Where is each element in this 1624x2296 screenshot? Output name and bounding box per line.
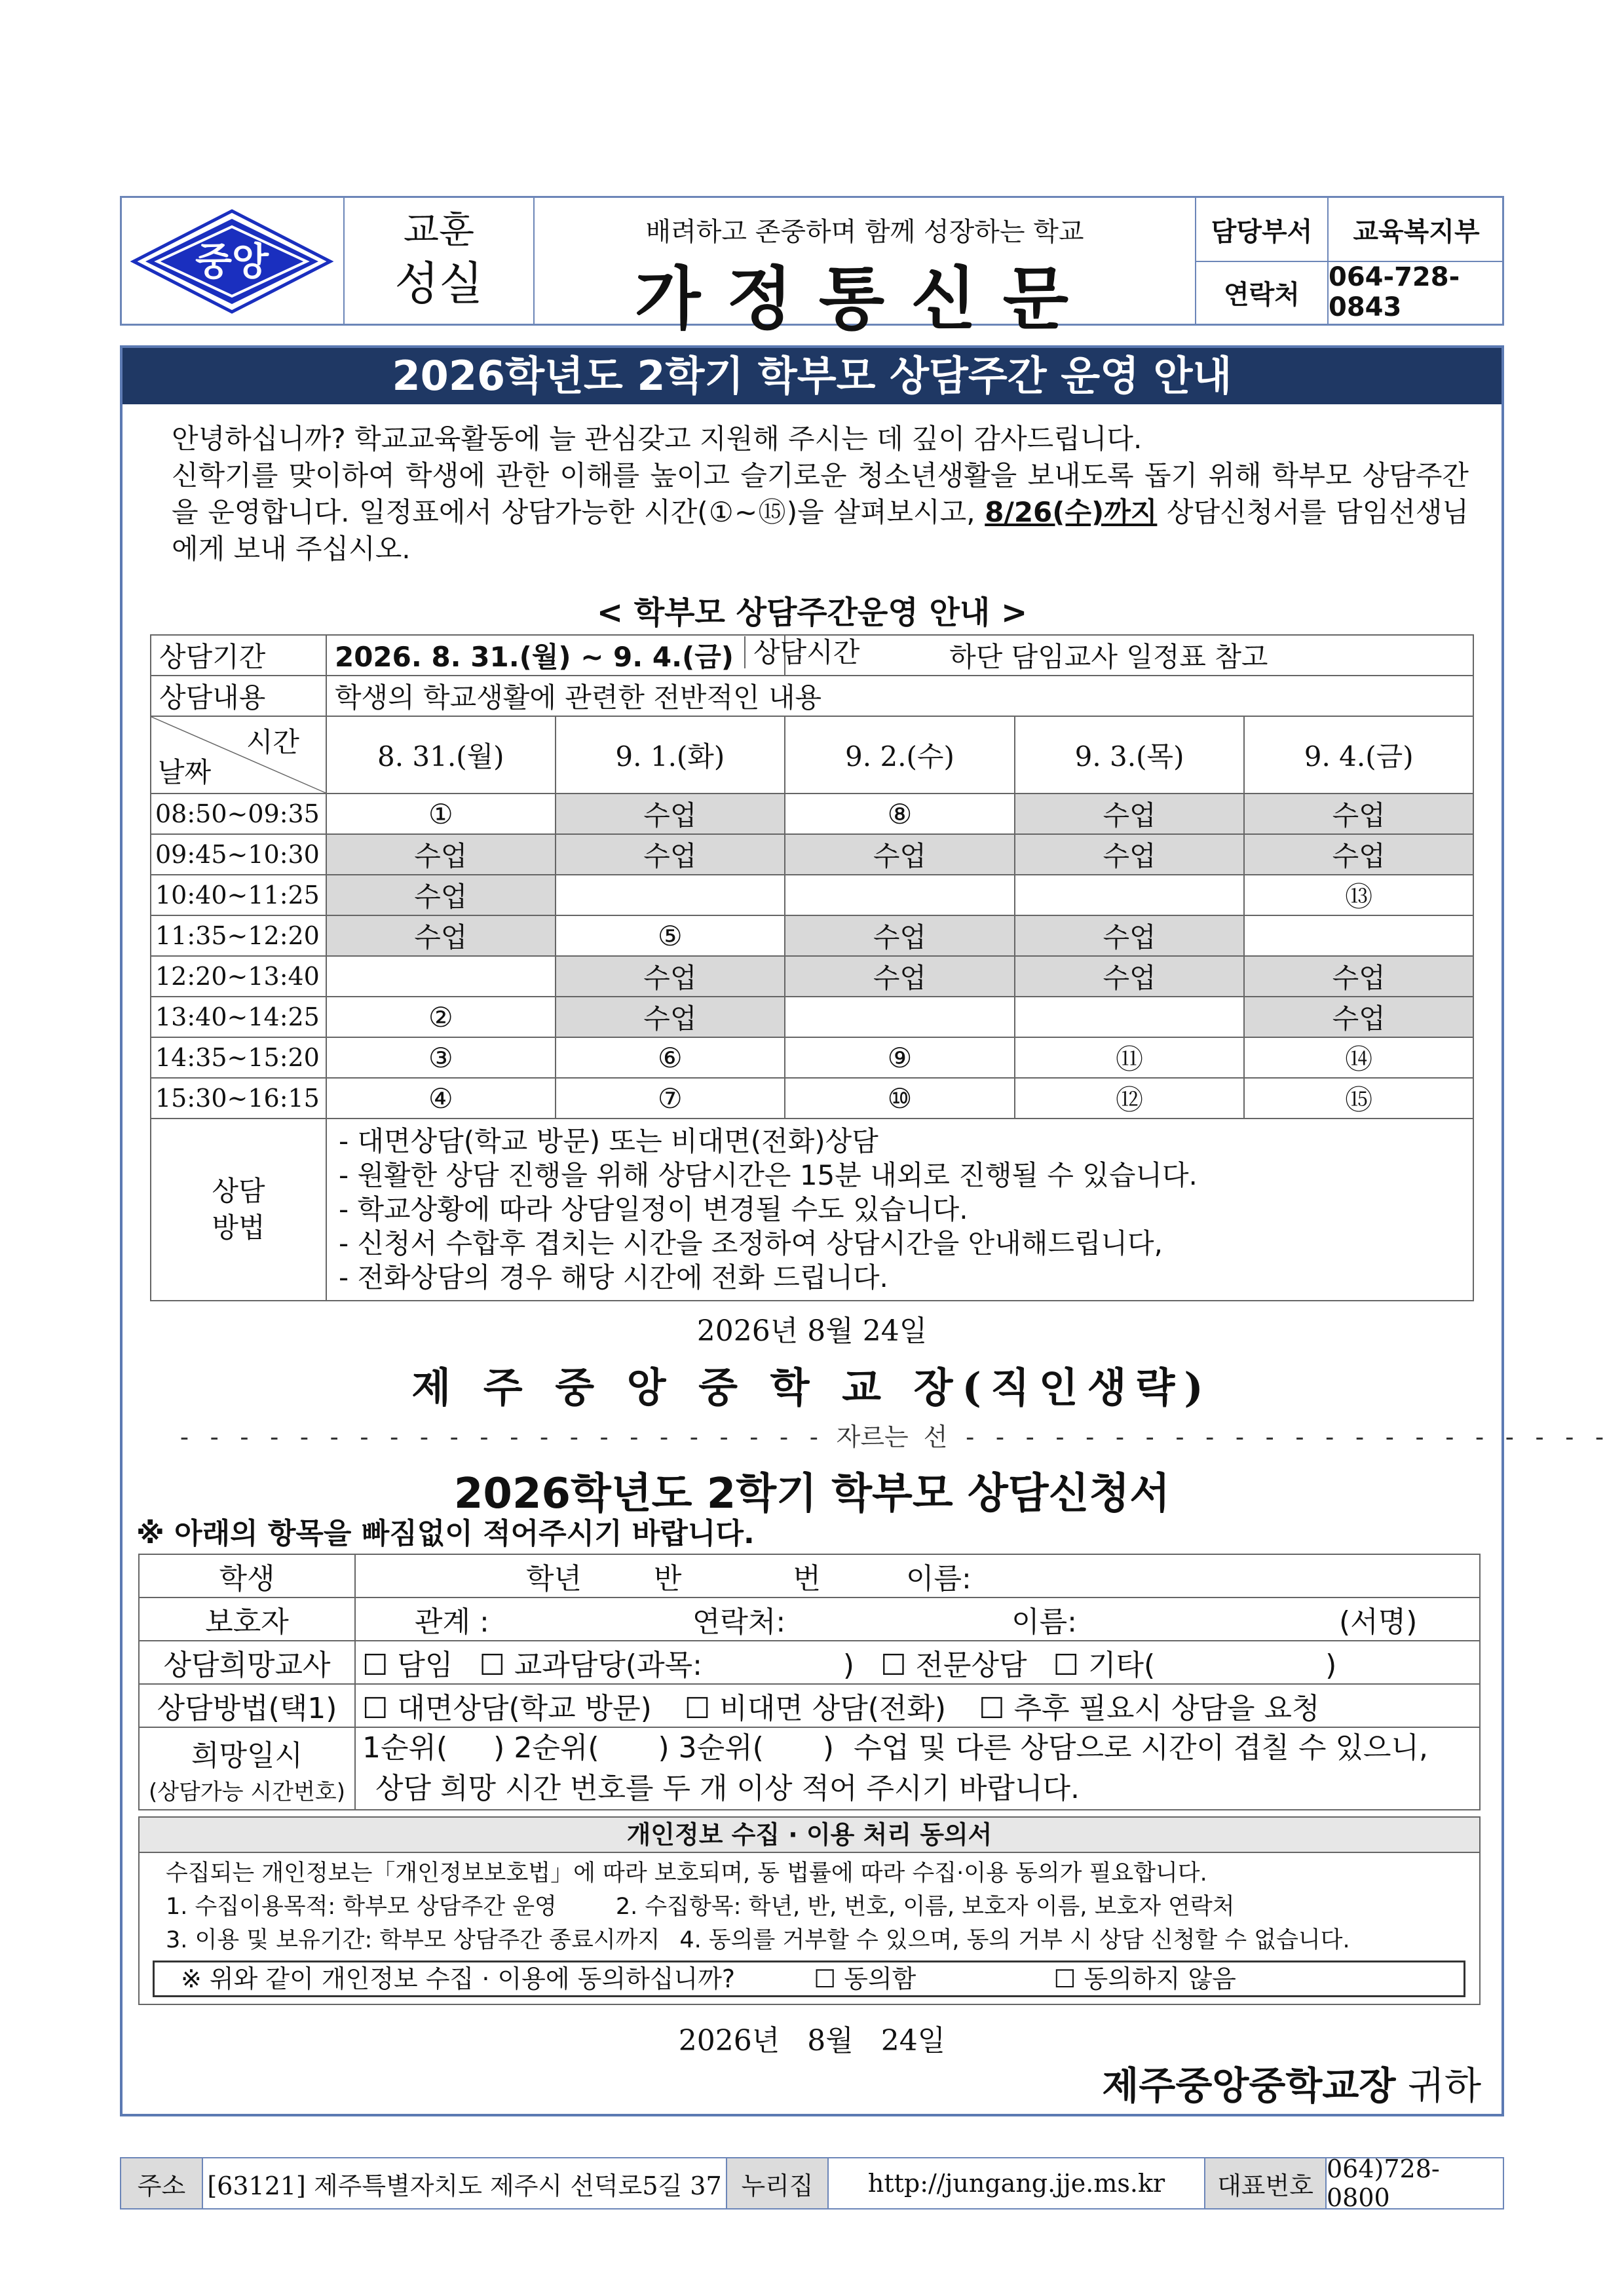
- schedule-cell: ⑦: [556, 1078, 785, 1119]
- day-header-row: [151, 716, 1473, 794]
- schedule-cell: 수업: [1244, 834, 1473, 875]
- method-label: 상담방법(택1): [139, 1684, 355, 1727]
- content-row: [151, 676, 1473, 716]
- school-logo-cell: [122, 198, 345, 324]
- time-slot-label: 14:35~15:20: [151, 1037, 326, 1078]
- application-form: [138, 1554, 1481, 1810]
- schedule-cell: 수업: [1015, 794, 1245, 834]
- schedule-cell: ⑤: [556, 915, 785, 956]
- datetime-label: 희망일시: [191, 1738, 303, 1772]
- schedule-cell: 수업: [556, 956, 785, 997]
- time-slot-label: 09:45~10:30: [151, 834, 326, 875]
- schedule-row: [151, 956, 1473, 997]
- newsletter-title: 가정통신문: [634, 259, 1095, 339]
- time-slot-label: 11:35~12:20: [151, 915, 326, 956]
- schedule-cell: [785, 875, 1015, 915]
- methods-row: [151, 1119, 1473, 1301]
- schedule-cell: [556, 875, 785, 915]
- consent-line-1: 수집되는 개인정보는「개인정보보호법」에 따라 보호되며, 동 법률에 따라 수집·이용 동의가 필요합니다.: [166, 1860, 1207, 1886]
- footer-address: [63121] 제주특별자치도 제주시 선덕로5길 37: [203, 2158, 727, 2208]
- notice-date: 2026년 8월 24일: [696, 1314, 928, 1348]
- schedule-cell: ⑧: [785, 794, 1015, 834]
- dept-row: [1196, 198, 1504, 262]
- datetime-note-2: 상담 희망 시간 번호를 두 개 이상 적어 주시기 바랍니다.: [375, 1772, 1080, 1805]
- teacher-row: [139, 1641, 1480, 1684]
- footer-bar: [120, 2154, 1504, 2212]
- schedule-cell: 수업: [326, 834, 556, 875]
- schedule-body: [151, 794, 1473, 1119]
- form-title: 2026학년도 2학기 학부모 상담신청서: [453, 1470, 1171, 1518]
- consent-line-3: [166, 1924, 1469, 1957]
- methods-content: [326, 1119, 1473, 1301]
- schedule-cell: ③: [326, 1037, 556, 1078]
- form-date: 2026년 8월 24일: [678, 2024, 946, 2057]
- datetime-row: [139, 1727, 1480, 1810]
- day-header: 8. 31.(월): [326, 716, 556, 794]
- time-slot-label: 10:40~11:25: [151, 875, 326, 915]
- schedule-cell: 수업: [326, 915, 556, 956]
- footer-phone: 064)728-0800: [1327, 2154, 1440, 2212]
- student-name-field[interactable]: 이름:: [906, 1562, 972, 1596]
- method-row: [139, 1684, 1480, 1727]
- time-slot-label: 15:30~16:15: [151, 1078, 326, 1119]
- guide-title: < 학부모 상담주간운영 안내 >: [596, 594, 1028, 631]
- footer-web-link[interactable]: http://jungang.jje.ms.kr: [829, 2158, 1205, 2208]
- datetime-sublabel: (상담가능 시간번호): [148, 1778, 346, 1805]
- time-value-text: 하단 담임교사 일정표 참고: [949, 641, 1268, 673]
- contact-value: 064-728-0843: [1329, 262, 1460, 322]
- consent-period: 3. 이용 및 보유기간: 학부모 상담주간 종료시까지: [166, 1927, 660, 1953]
- intro-line-2: [172, 457, 1469, 567]
- consent-refuse: 4. 동의를 거부할 수 있으며, 동의 거부 시 상담 신청할 수 없습니다.: [679, 1927, 1350, 1953]
- rank1-field[interactable]: 1순위(: [362, 1731, 448, 1765]
- schedule-cell: ⑥: [556, 1037, 785, 1078]
- schedule-cell: 수업: [1244, 956, 1473, 997]
- class-field[interactable]: 반: [654, 1562, 682, 1596]
- teacher-label: 상담희망교사: [139, 1641, 355, 1684]
- schedule-row: [151, 915, 1473, 956]
- footer-phone-label: 대표번호: [1205, 2158, 1327, 2208]
- guardian-label: 보호자: [139, 1598, 355, 1641]
- motto-cell: [345, 198, 535, 324]
- schedule-table: [150, 634, 1474, 1301]
- period-value: [326, 635, 860, 676]
- corner-cell: [151, 716, 326, 794]
- intro-text-b: 상담신청서를 담임선생님에게 보내 주십시오.: [172, 496, 1469, 565]
- method-item: - 전화상담의 경우 해당 시간에 전화 드립니다.: [338, 1261, 888, 1293]
- schedule-cell: ②: [326, 997, 556, 1037]
- schedule-row: [151, 1037, 1473, 1078]
- schedule-cell: 수업: [1015, 834, 1245, 875]
- time-label: 상담시간: [744, 636, 859, 668]
- methods-label: [151, 1119, 326, 1301]
- schedule-cell: 수업: [785, 834, 1015, 875]
- consent-agree-option[interactable]: ☐ 동의함: [814, 1964, 916, 1993]
- form-note: ※ 아래의 항목을 빠짐없이 적어주시기 바랍니다.: [136, 1517, 755, 1550]
- student-label: 학생: [139, 1554, 355, 1598]
- method-item: - 대면상담(학교 방문) 또는 비대면(전화)상담: [338, 1125, 878, 1157]
- addressee-name: 제주중앙중학교장: [1102, 2063, 1396, 2108]
- schedule-cell: 수업: [1015, 915, 1245, 956]
- datetime-note-1: 수업 및 다른 상담으로 시간이 겹칠 수 있으니,: [854, 1731, 1428, 1765]
- principal-signature: 제 주 중 앙 중 학 교 장(직인생략): [411, 1364, 1213, 1411]
- schedule-cell: ⑬: [1244, 875, 1473, 915]
- methods-label-2: 방법: [212, 1212, 265, 1244]
- schedule-row: [151, 1078, 1473, 1119]
- schedule-row: [151, 834, 1473, 875]
- consent-line-2: [166, 1890, 1469, 1924]
- logo-text: 중앙: [195, 239, 269, 284]
- schedule-cell: ⑫: [1015, 1078, 1245, 1119]
- schedule-cell: ⑭: [1244, 1037, 1473, 1078]
- content-value: 학생의 학교생활에 관련한 전반적인 내용: [326, 676, 1473, 716]
- notice-banner-title: 2026학년도 2학기 학부모 상담주간 운영 안내: [123, 348, 1501, 404]
- consent-purpose: 1. 수집이용목적: 학부모 상담주간 운영: [166, 1894, 557, 1920]
- method-option-face[interactable]: ☐ 대면상담(학교 방문): [362, 1692, 652, 1725]
- schedule-cell: ④: [326, 1078, 556, 1119]
- dept-label: 담당부서: [1196, 198, 1329, 261]
- time-slot-label: 08:50~09:35: [151, 794, 326, 834]
- schedule-cell: ⑮: [1244, 1078, 1473, 1119]
- contact-row: [1196, 261, 1504, 324]
- intro-paragraph: [172, 421, 1469, 567]
- rank2-field[interactable]: ) 2순위(: [493, 1731, 599, 1765]
- day-header: 9. 1.(화): [556, 716, 785, 794]
- intro-text-a: 신학기를 맞이하여 학생에 관한 이해를 높이고 슬기로운 청소년생활을 보내도록 돕기 위해 학부모 상담주간을 운영합니다. 일정표에서 상담가능한 시간(①~⑮)을 살펴보시고,: [172, 459, 1469, 528]
- schedule-cell: 수업: [785, 956, 1015, 997]
- relation-field[interactable]: 관계 :: [415, 1605, 489, 1639]
- content-label: 상담내용: [151, 676, 326, 716]
- motto-label: 교훈: [403, 209, 475, 252]
- methods-label-1: 상담: [212, 1175, 265, 1207]
- consent-title: 개인정보 수집 · 이용 처리 동의서: [140, 1818, 1479, 1853]
- intro-line-1: 안녕하십니까? 학교교육활동에 늘 관심갖고 지원해 주시는 데 깊이 감사드립니다.: [172, 423, 1142, 455]
- signature-field[interactable]: (서명): [1339, 1605, 1418, 1639]
- day-header: 9. 4.(금): [1244, 716, 1473, 794]
- schedule-cell: [785, 997, 1015, 1037]
- corner-top-label: 시간: [246, 726, 299, 758]
- method-option-later[interactable]: ☐ 추후 필요시 상담을 요청: [979, 1692, 1320, 1725]
- dept-value: 교육복지부: [1353, 216, 1480, 247]
- schedule-cell: 수업: [556, 997, 785, 1037]
- methods-list: [335, 1119, 1465, 1300]
- schedule-row: [151, 997, 1473, 1037]
- method-item: - 신청서 수합후 겹치는 시간을 조정하여 상담시간을 안내해드립니다,: [338, 1227, 1163, 1259]
- motto-value: 성실: [394, 257, 483, 311]
- contact-label: 연락처: [1196, 261, 1329, 324]
- schedule-cell: 수업: [1015, 956, 1245, 997]
- period-label: 상담기간: [151, 635, 326, 676]
- title-cell: [535, 198, 1196, 339]
- schedule-cell: [1015, 875, 1245, 915]
- teacher-option-other[interactable]: ☐ 기타(: [1053, 1649, 1156, 1682]
- consent-body: [166, 1857, 1469, 1957]
- method-options: [355, 1684, 1480, 1727]
- rank-line[interactable]: [362, 1728, 1473, 1769]
- schedule-cell: ⑨: [785, 1037, 1015, 1078]
- addressee: [1102, 2055, 1481, 2110]
- time-slot-label: 12:20~13:40: [151, 956, 326, 997]
- schedule-cell: [326, 956, 556, 997]
- day-header: 9. 2.(수): [785, 716, 1015, 794]
- grade-field[interactable]: 학년: [526, 1562, 582, 1596]
- schedule-cell: ①: [326, 794, 556, 834]
- student-row: [139, 1554, 1480, 1598]
- consent-question: ※ 위와 같이 개인정보 수집 · 이용에 동의하십니까?: [181, 1964, 736, 1993]
- teacher-option-counselor[interactable]: ☐ 전문상담: [880, 1649, 1027, 1682]
- subject-close: ): [842, 1649, 855, 1682]
- method-item: - 원활한 상담 진행을 위해 상담시간은 15분 내외로 진행될 수 있습니다.: [338, 1159, 1198, 1191]
- guardian-fields[interactable]: [355, 1598, 1480, 1641]
- schedule-cell: 수업: [1244, 997, 1473, 1037]
- student-fields[interactable]: [355, 1554, 1480, 1598]
- rank-close: ): [822, 1731, 834, 1765]
- corner-bottom-label: 날짜: [158, 756, 212, 788]
- consent-disagree-option[interactable]: ☐ 동의하지 않음: [1053, 1964, 1236, 1993]
- schedule-cell: [1015, 997, 1245, 1037]
- datetime-label-cell: [139, 1727, 355, 1810]
- time-value: [785, 635, 1473, 676]
- method-option-phone[interactable]: ☐ 비대면 상담(전화): [684, 1692, 947, 1725]
- contact-cell: [1196, 198, 1504, 324]
- schedule-cell: ⑪: [1015, 1037, 1245, 1078]
- period-value-text: 2026. 8. 31.(월) ~ 9. 4.(금): [334, 641, 734, 673]
- method-item: - 학교상황에 따라 상담일정이 변경될 수도 있습니다.: [338, 1193, 968, 1225]
- footer-address-label: 주소: [121, 2158, 203, 2208]
- schedule-cell: 수업: [556, 794, 785, 834]
- teacher-option-subject[interactable]: ☐ 교과담당(과목:: [479, 1649, 702, 1682]
- privacy-consent-box: [138, 1816, 1481, 2005]
- footer-web-label: 누리집: [727, 2158, 829, 2208]
- number-field[interactable]: 번: [793, 1562, 821, 1596]
- guardian-name-field[interactable]: 이름:: [1011, 1605, 1078, 1639]
- cut-line-label: 자르는 선: [836, 1423, 948, 1451]
- rank3-field[interactable]: ) 3순위(: [658, 1731, 764, 1765]
- schedule-cell: 수업: [785, 915, 1015, 956]
- schedule-cell: 수업: [556, 834, 785, 875]
- phone-field[interactable]: 연락처:: [692, 1605, 786, 1639]
- day-header: 9. 3.(목): [1015, 716, 1245, 794]
- cut-line: - - - - - - - - - - - - - - - - - - - - - - 자르는 선 - - - - - - - - - - - - - - - - - - - - - -: [177, 1423, 1607, 1451]
- addressee-suffix: 귀하: [1395, 2063, 1481, 2108]
- period-row: [151, 635, 1473, 676]
- school-slogan: 배려하고 존중하며 함께 성장하는 학교: [645, 217, 1084, 247]
- schedule-cell: 수업: [1244, 794, 1473, 834]
- other-close: ): [1325, 1649, 1337, 1682]
- teacher-option-homeroom[interactable]: ☐ 담임: [362, 1649, 453, 1682]
- time-slot-label: 13:40~14:25: [151, 997, 326, 1037]
- newsletter-header: [120, 196, 1504, 339]
- guardian-row: [139, 1598, 1480, 1641]
- consent-items: 2. 수집항목: 학년, 반, 번호, 이름, 보호자 이름, 보호자 연락처: [615, 1894, 1235, 1920]
- school-logo: [122, 198, 342, 325]
- deadline-text: 8/26(수)까지: [985, 496, 1158, 528]
- teacher-options: [355, 1641, 1480, 1684]
- schedule-cell: 수업: [326, 875, 556, 915]
- consent-question-box: [153, 1961, 1465, 1997]
- schedule-row: [151, 794, 1473, 834]
- schedule-cell: [1244, 915, 1473, 956]
- datetime-fields[interactable]: [355, 1727, 1480, 1810]
- schedule-cell: ⑩: [785, 1078, 1015, 1119]
- schedule-row: [151, 875, 1473, 915]
